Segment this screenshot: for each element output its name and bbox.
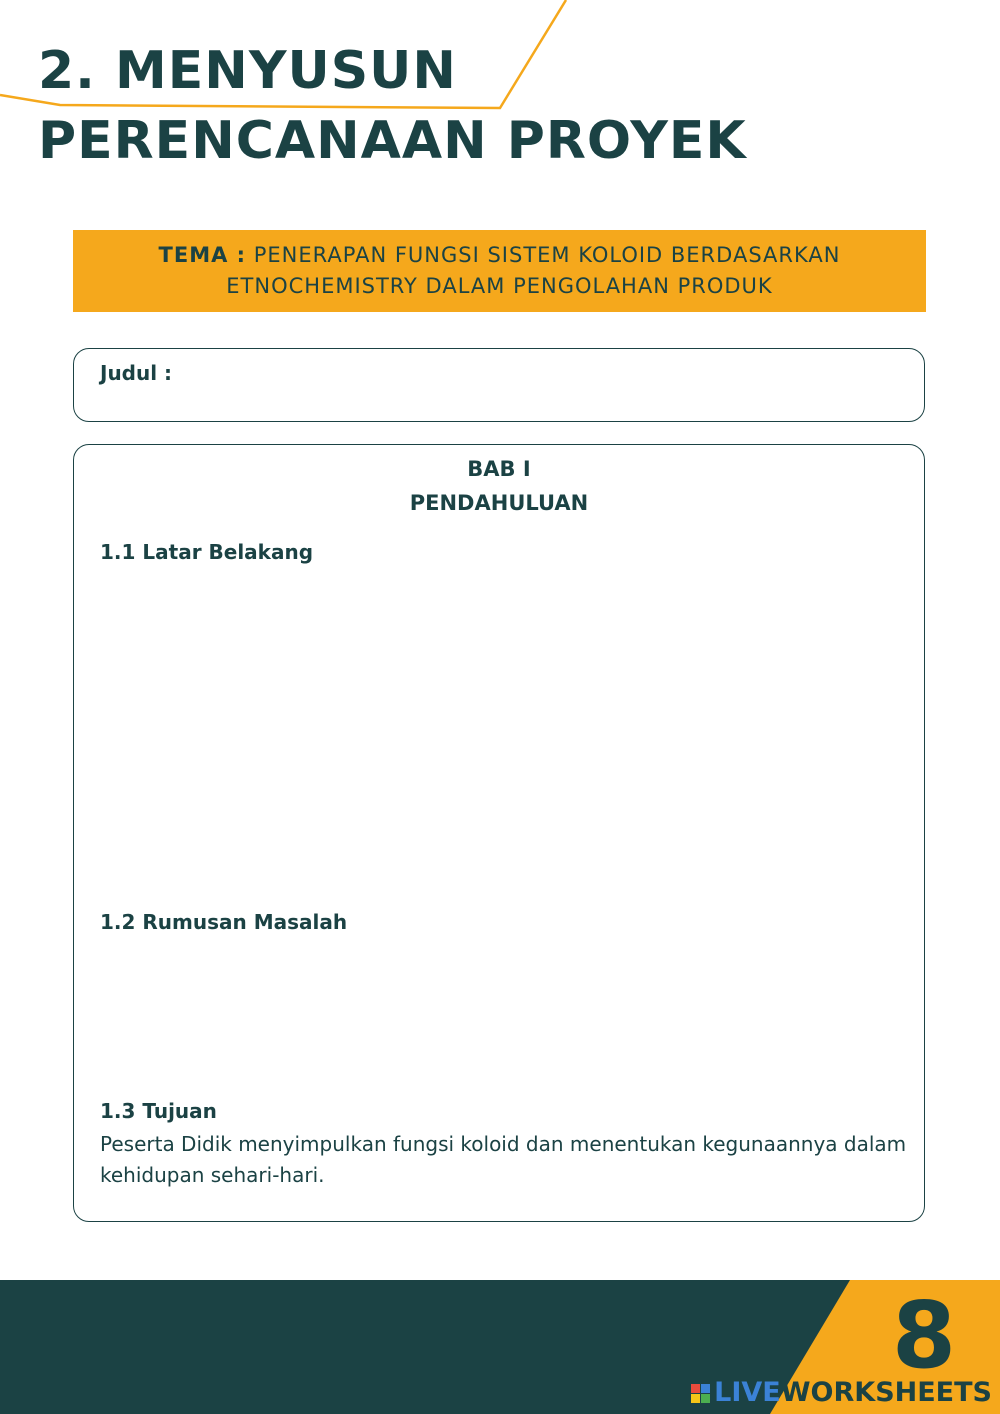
page-number: 8	[891, 1282, 956, 1389]
tema-banner	[73, 230, 926, 312]
chapter-title: PENDAHULUAN	[409, 491, 589, 515]
section-latar-belakang-heading: 1.1 Latar Belakang	[100, 540, 314, 564]
liveworksheets-icon	[691, 1384, 710, 1403]
liveworksheets-logo	[691, 1378, 992, 1408]
judul-label: Judul :	[100, 361, 173, 385]
section-tujuan-heading: 1.3 Tujuan	[100, 1099, 217, 1123]
judul-box[interactable]	[73, 348, 925, 422]
chapter-number: BAB I	[467, 457, 531, 481]
bab-box	[73, 444, 925, 1222]
liveworksheets-brand-live: LIVE	[714, 1377, 781, 1408]
section-tujuan-text: Peserta Didik menyimpulkan fungsi koloid dan menentukan kegunaannya dalam kehidupan sehari-hari.	[100, 1132, 907, 1187]
page-title	[38, 36, 747, 176]
liveworksheets-brand-rest: WORKSHEETS	[780, 1377, 992, 1408]
tema-text: PENERAPAN FUNGSI SISTEM KOLOID BERDASARKAN ETNOCHEMISTRY DALAM PENGOLAHAN PRODUK	[226, 243, 841, 298]
section-rumusan-masalah-heading: 1.2 Rumusan Masalah	[100, 910, 348, 934]
page-title-line2: PERENCANAAN PROYEK	[38, 111, 747, 171]
page-title-line1: 2. MENYUSUN	[38, 41, 457, 101]
tema-label: TEMA :	[158, 243, 247, 267]
